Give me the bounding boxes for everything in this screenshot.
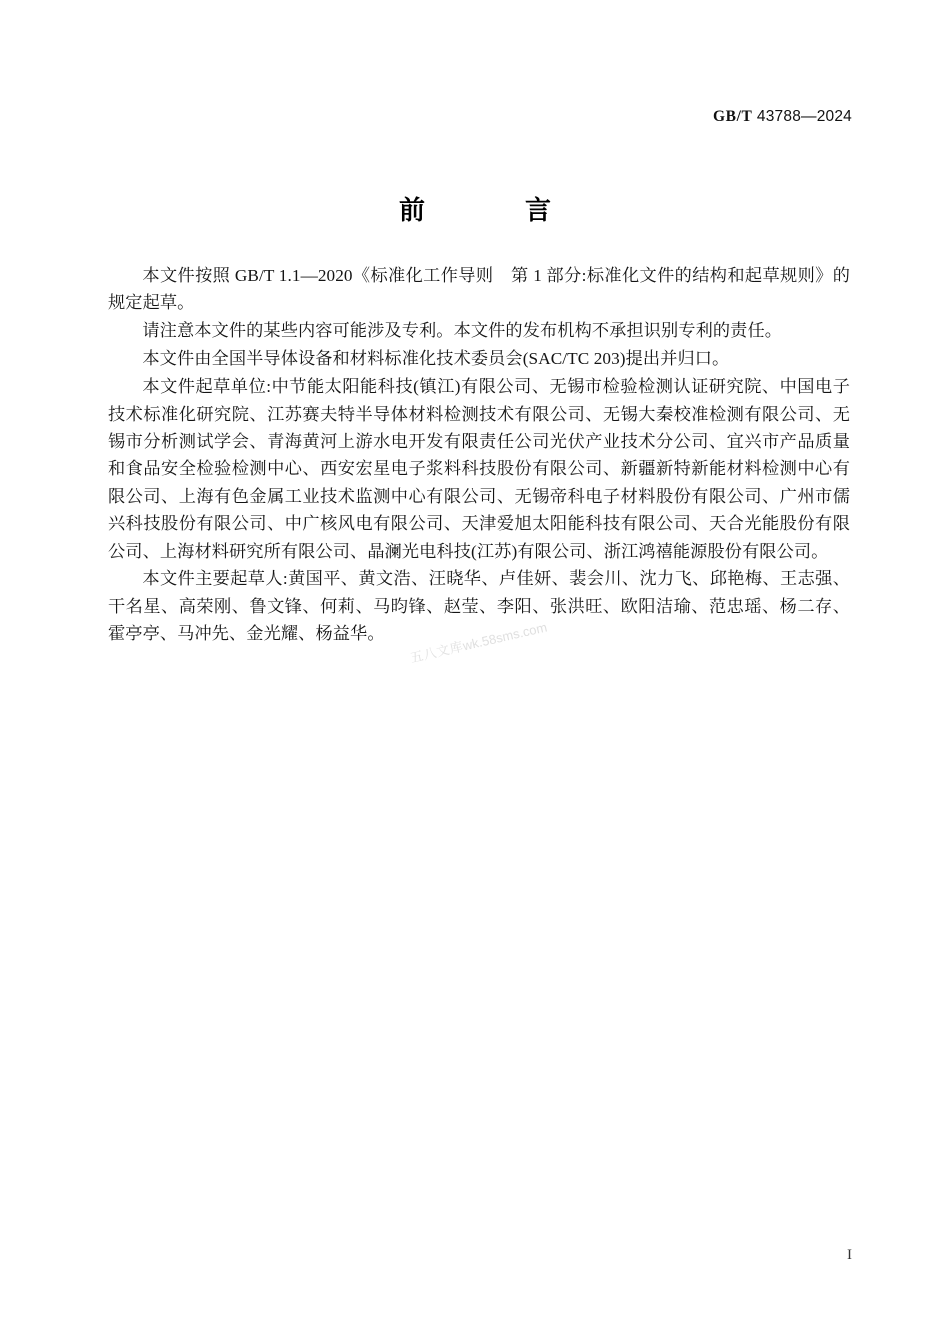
watermark-label: 五八文库 [408,638,465,666]
foreword-body [108,262,850,648]
watermark-url: wk.58sms.com [461,619,549,654]
paragraph-proposing-body: 本文件由全国半导体设备和材料标准化技术委员会(SAC/TC 203)提出并归口。 [142,349,730,369]
standard-number: 43788—2024 [756,108,852,125]
paragraph-drafting-organizations: 本文件起草单位:中节能太阳能科技(镇江)有限公司、无锡市检验检测认证研究院、中国电子技术标准化研究院、江苏赛夫特半导体材料检测技术有限公司、无锡大秦校准检测有限公司、无锡市分析测试学会、青海黄河上游水电开发有限责任公司光伏产业技术分公司、宜兴市产品质量和食品安全检验检测中心、西安宏星电子浆料科技股份有限公司、新疆新特新能材料检测中心有限公司、上海有色金属工业技术监测中心有限公司、无锡帝科电子材料股份有限公司、广州市儒兴科技股份有限公司、中广核风电有限公司、天津爱旭太阳能科技有限公司、天合光能股份有限公司、上海材料研究所有限公司、晶澜光电科技(江苏)有限公司、浙江鸿禧能源股份有限公司。 [108,377,850,561]
standard-prefix: GB/T [712,108,753,125]
paragraph-principal-drafters: 本文件主要起草人:黄国平、黄文浩、汪晓华、卢佳妍、裴会川、沈力飞、邱艳梅、王志强、干名星、高荣刚、鲁文锋、何莉、马昀锋、赵莹、李阳、张洪旺、欧阳洁瑜、范忠瑶、杨二存、霍亭亭、马冲先、金光耀、杨益华。 [108,569,850,644]
paragraph-scope-basis: 本文件按照 GB/T 1.1—2020《标准化工作导则 第 1 部分:标准化文件的结构和起草规则》的规定起草。 [108,266,850,313]
running-header [0,108,852,126]
page-title: 前 言 [398,196,567,226]
paragraph-patent-notice: 请注意本文件的某些内容可能涉及专利。本文件的发布机构不承担识别专利的责任。 [142,321,783,341]
page-number: I [847,1247,852,1263]
